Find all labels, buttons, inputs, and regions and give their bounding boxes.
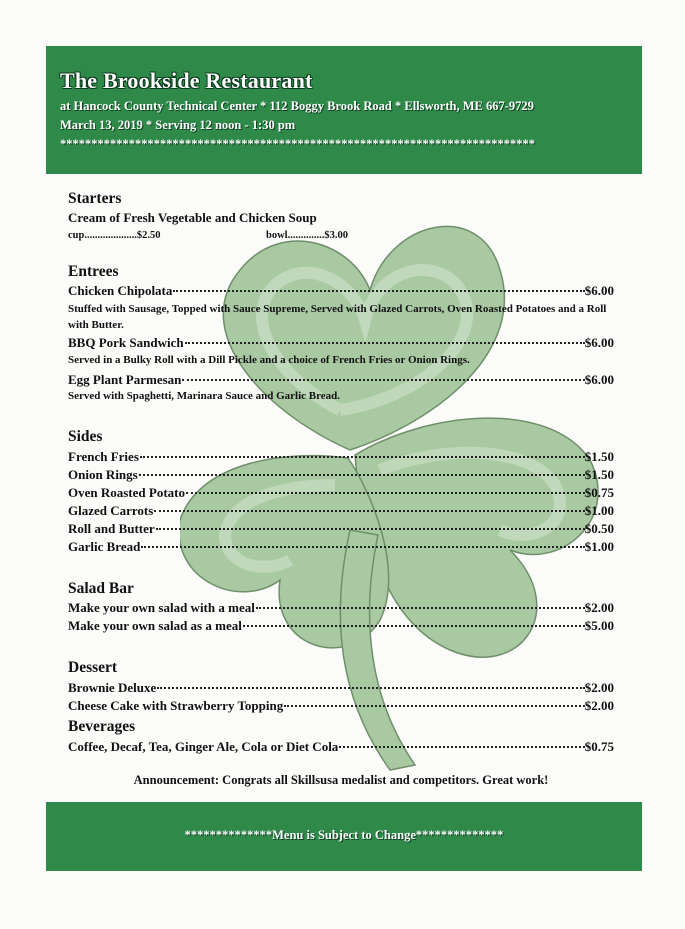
- item-price: $1.50: [584, 449, 614, 464]
- leader-dots: [284, 705, 585, 707]
- item-name: Chicken Chipolata: [68, 283, 173, 298]
- item-price: $6.00: [584, 283, 614, 298]
- section-heading-beverages: Beverages: [68, 718, 136, 735]
- leader-dots: [139, 474, 585, 476]
- menu-item-row: [68, 739, 614, 755]
- menu-item-row: [68, 467, 614, 483]
- item-price: $2.00: [584, 680, 614, 695]
- item-price: $2.00: [584, 698, 614, 713]
- section-heading-entrees: Entrees: [68, 263, 119, 280]
- item-name: Garlic Bread: [68, 539, 141, 554]
- leader-dots: [339, 746, 584, 748]
- footer-text: **************Menu is Subject to Change**************: [184, 828, 504, 842]
- leader-dots: [186, 492, 585, 494]
- item-name: Brownie Deluxe: [68, 680, 157, 695]
- leader-dots: [185, 342, 585, 344]
- item-name: Roll and Butter: [68, 521, 155, 536]
- soup-cup-price: cup....................$2.50: [68, 230, 161, 241]
- menu-item-row: [68, 372, 614, 388]
- item-price: $0.75: [584, 739, 614, 754]
- menu-item-row: [68, 449, 614, 465]
- menu-item-row: [68, 600, 614, 616]
- address-line: at Hancock County Technical Center * 112 Boggy Brook Road * Ellsworth, ME 667-9729: [60, 99, 534, 113]
- menu-item-row: [68, 521, 614, 537]
- item-name: Egg Plant Parmesan: [68, 372, 182, 387]
- item-price: $1.50: [584, 467, 614, 482]
- item-name: Make your own salad with a meal: [68, 600, 255, 615]
- stars-divider: ****************************************************************************: [60, 137, 535, 151]
- section-heading-dessert: Dessert: [68, 659, 118, 676]
- item-name: Oven Roasted Potato: [68, 485, 185, 500]
- item-name: BBQ Pork Sandwich: [68, 335, 184, 350]
- item-name: Coffee, Decaf, Tea, Ginger Ale, Cola or Diet Cola: [68, 739, 339, 754]
- item-name: Cheese Cake with Strawberry Topping: [68, 698, 284, 713]
- leader-dots: [154, 510, 584, 512]
- item-name: French Fries: [68, 449, 139, 464]
- leader-dots: [256, 607, 585, 609]
- leader-dots: [157, 687, 585, 689]
- date-time-line: March 13, 2019 * Serving 12 noon - 1:30 pm: [60, 118, 296, 132]
- announcement-text: Announcement: Congrats all Skillsusa medalist and competitors. Great work!: [133, 773, 549, 787]
- leader-dots: [141, 546, 584, 548]
- section-heading-salad-bar: Salad Bar: [68, 580, 134, 597]
- restaurant-title: The Brookside Restaurant: [60, 68, 313, 93]
- item-price: $0.50: [584, 521, 614, 536]
- header-banner: [46, 46, 642, 174]
- leader-dots: [140, 456, 585, 458]
- item-price: $1.00: [584, 503, 614, 518]
- menu-item-row: [68, 283, 614, 299]
- soup-item: Cream of Fresh Vegetable and Chicken Soup: [68, 210, 317, 225]
- menu-item-row: [68, 503, 614, 519]
- item-price: $6.00: [584, 335, 614, 350]
- footer-banner: [46, 802, 642, 871]
- leader-dots: [182, 379, 584, 381]
- section-heading-starters: Starters: [68, 190, 122, 207]
- menu-item-row: [68, 335, 614, 351]
- item-description: Served with Spaghetti, Marinara Sauce and Garlic Bread.: [68, 390, 341, 402]
- item-name: Make your own salad as a meal: [68, 618, 242, 633]
- soup-bowl-price: bowl..............$3.00: [266, 230, 348, 241]
- item-description: Served in a Bulky Roll with a Dill Pickle and a choice of French Fries or Onion Rings.: [68, 354, 470, 366]
- menu-item-row: [68, 539, 614, 555]
- item-description: Stuffed with Sausage, Topped with Sauce Supreme, Served with Glazed Carrots, Oven Roasted Potatoes and a Roll with Butter.: [68, 303, 607, 331]
- leader-dots: [173, 290, 584, 292]
- section-heading-sides: Sides: [68, 428, 103, 445]
- menu-item-row: [68, 485, 614, 501]
- menu-item-row: [68, 698, 614, 714]
- item-price: $1.00: [584, 539, 614, 554]
- menu-item-row: [68, 618, 614, 634]
- item-price: $5.00: [584, 618, 614, 633]
- item-name: Onion Rings: [68, 467, 138, 482]
- item-price: $6.00: [584, 372, 614, 387]
- item-name: Glazed Carrots: [68, 503, 154, 518]
- leader-dots: [156, 528, 585, 530]
- leader-dots: [243, 625, 585, 627]
- item-price: $2.00: [584, 600, 614, 615]
- menu-item-row: [68, 680, 614, 696]
- item-price: $0.75: [584, 485, 614, 500]
